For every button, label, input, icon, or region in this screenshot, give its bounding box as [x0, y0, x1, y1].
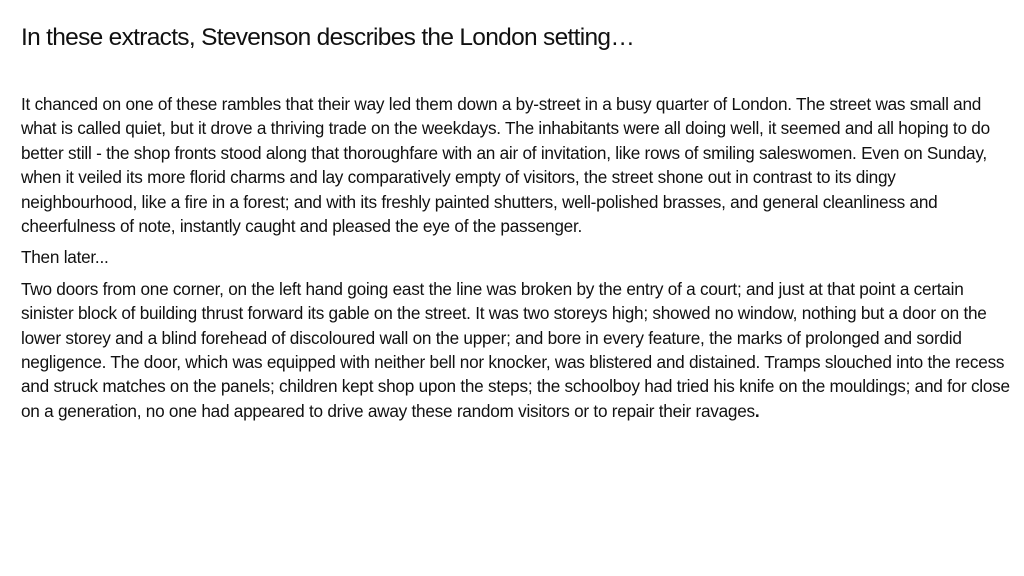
extract-paragraph-2-end: . — [754, 400, 760, 421]
extract-paragraph-1: It chanced on one of these rambles that their way led them down a by-street in a busy quarter of London. The street was small and what is called quiet, but it drove a thriving trade on the weekdays. The inhabitants were all doing well, it seemed and all hoping to do better still - the shop fronts stood along that thoroughfare with an air of invitation, like rows of smiling saleswomen. Even on Sunday, when it veiled its more florid charms and lay comparatively empty of visitors, the street shone out in contrast to its dingy neighbourhood, like a fire in a forest; and with its freshly painted shutters, well-polished brasses, and general cleanliness and cheerfulness of note, instantly caught and pleased the eye of the passenger. — [21, 94, 990, 237]
slide-body — [21, 92, 1011, 423]
extract-paragraph-2 — [21, 277, 1011, 423]
transition-text: Then later... — [21, 247, 109, 268]
slide-title: In these extracts, Stevenson describes the London setting… — [21, 24, 635, 51]
extract-paragraph-2-text: Two doors from one corner, on the left hand going east the line was broken by the entry of a court; and just at that point a certain sinister block of building thrust forward its gable on the street. It was two storeys high; showed no window, nothing but a door on the lower storey and a blind forehead of discoloured wall on the upper; and bore in every feature, the marks of prolonged and sordid negligence. The door, which was equipped with neither bell nor knocker, was blistered and distained. Tramps slouched into the recess and struck matches on the panels; children kept shop upon the steps; the schoolboy had tried his knife on the mouldings; and for close on a generation, no one had appeared to drive away these random visitors or to repair their ravages — [21, 278, 1010, 421]
